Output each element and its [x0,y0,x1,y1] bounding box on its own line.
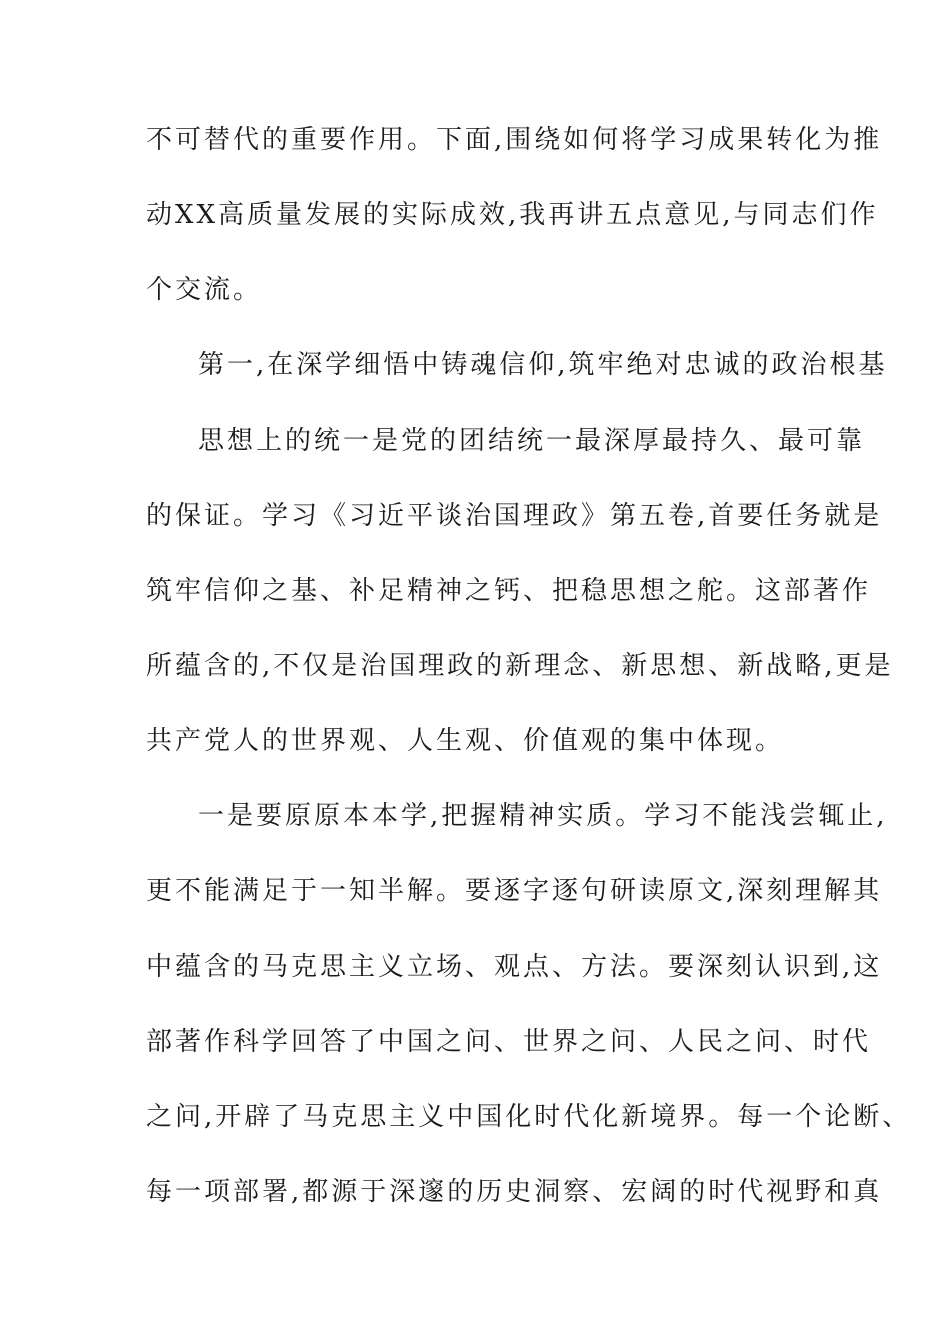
text-line: 思想上的统一是党的团结统一最深厚最持久、最可靠 [198,426,866,456]
text-line: 个交流。 [146,275,263,305]
text-line: 筑牢信仰之基、补足精神之钙、把稳思想之舵。这部著作 [146,576,872,606]
text-line: 之问,开辟了马克思主义中国化时代化新境界。每一个论断、 [146,1102,912,1132]
text-line: 部著作科学回答了中国之问、世界之问、人民之问、时代 [146,1027,872,1057]
text-line: 共产党人的世界观、人生观、价值观的集中体现。 [146,726,785,756]
text-line: 一是要原原本本学,把握精神实质。学习不能浅尝辄止, [198,801,888,831]
text-line: 所蕴含的,不仅是治国理政的新理念、新思想、新战略,更是 [146,651,894,681]
section-heading: 第一,在深学细悟中铸魂信仰,筑牢绝对忠诚的政治根基 [198,350,888,380]
text-line: 的保证。学习《习近平谈治国理政》第五卷,首要任务就是 [146,501,883,531]
text-line: 动XX高质量发展的实际成效,我再讲五点意见,与同志们作 [146,200,879,230]
text-line: 更不能满足于一知半解。要逐字逐句研读原文,深刻理解其 [146,876,883,906]
text-line: 中蕴含的马克思主义立场、观点、方法。要深刻认识到,这 [146,952,883,982]
text-line: 不可替代的重要作用。下面,围绕如何将学习成果转化为推 [146,125,883,155]
text-line: 每一项部署,都源于深邃的历史洞察、宏阔的时代视野和真 [146,1177,883,1207]
